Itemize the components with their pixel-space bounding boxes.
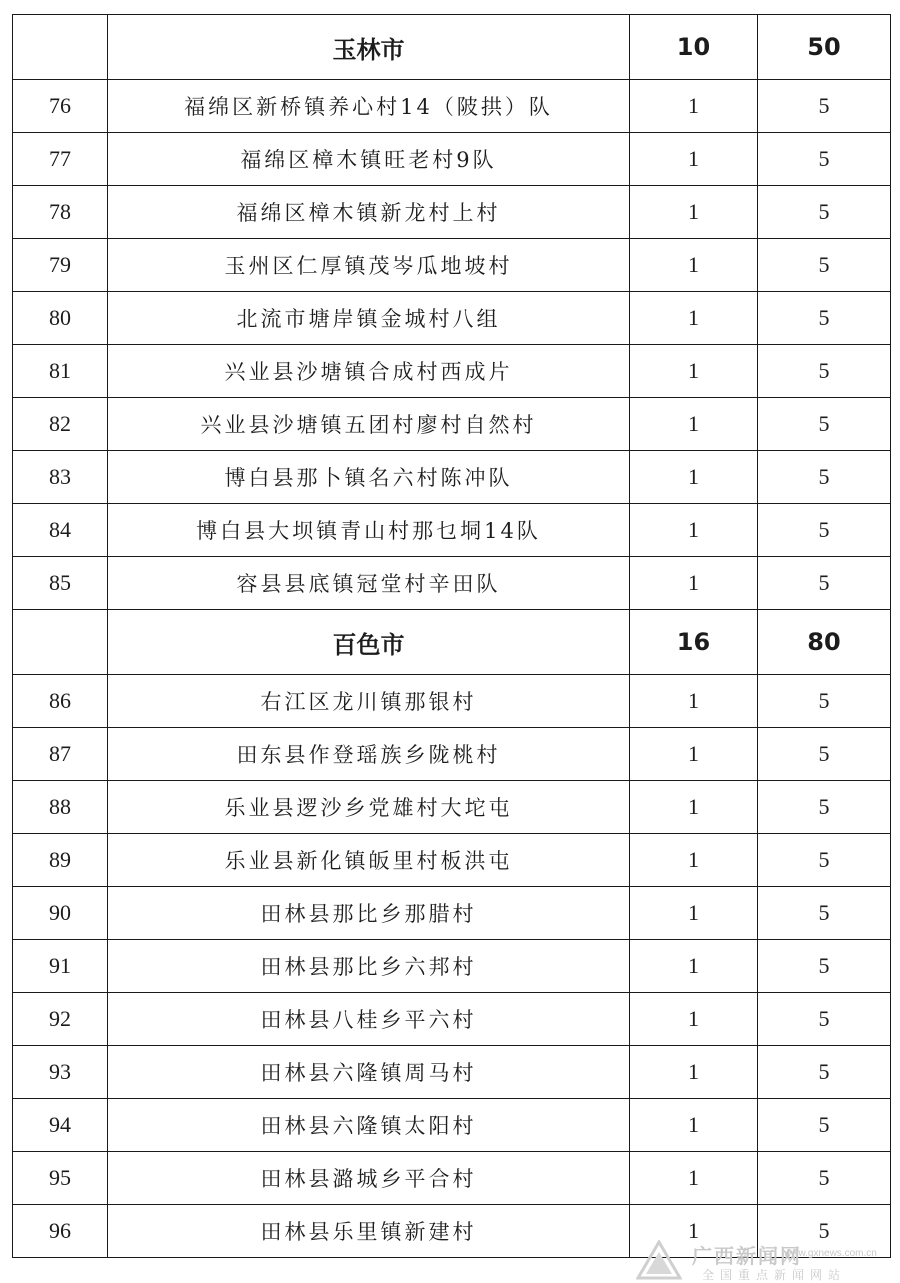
village-name-cell: 福绵区樟木镇旺老村9队 bbox=[108, 133, 630, 186]
village-name-cell: 乐业县新化镇皈里村板洪屯 bbox=[108, 834, 630, 887]
village-name-cell: 博白县大坝镇青山村那乜垌14队 bbox=[108, 504, 630, 557]
table-row bbox=[13, 451, 891, 504]
document-page bbox=[12, 14, 890, 1258]
count-cell: 1 bbox=[630, 80, 758, 133]
table-row bbox=[13, 993, 891, 1046]
row-number-cell: 79 bbox=[13, 239, 108, 292]
village-name-cell: 容县县底镇冠堂村辛田队 bbox=[108, 557, 630, 610]
village-name-cell: 田林县八桂乡平六村 bbox=[108, 993, 630, 1046]
row-number-cell: 82 bbox=[13, 398, 108, 451]
gxnews-logo-icon bbox=[636, 1240, 682, 1280]
village-name-cell: 田林县六隆镇太阳村 bbox=[108, 1099, 630, 1152]
count-cell: 1 bbox=[630, 292, 758, 345]
row-number-cell: 81 bbox=[13, 345, 108, 398]
village-name-cell: 乐业县逻沙乡党雄村大坨屯 bbox=[108, 781, 630, 834]
count-cell: 1 bbox=[630, 675, 758, 728]
count-cell: 1 bbox=[630, 398, 758, 451]
village-name-cell: 田林县那比乡那腊村 bbox=[108, 887, 630, 940]
watermark-site-name: 广西新闻网 bbox=[692, 1244, 802, 1268]
table-body bbox=[13, 15, 891, 1258]
amount-cell: 5 bbox=[758, 133, 891, 186]
village-name-cell: 兴业县沙塘镇五团村廖村自然村 bbox=[108, 398, 630, 451]
row-number-cell: 89 bbox=[13, 834, 108, 887]
table-row bbox=[13, 1099, 891, 1152]
group-total-cell: 50 bbox=[758, 15, 891, 80]
amount-cell: 5 bbox=[758, 728, 891, 781]
amount-cell: 5 bbox=[758, 887, 891, 940]
count-cell: 1 bbox=[630, 239, 758, 292]
watermark-url: www.gxnews.com.cn bbox=[784, 1248, 877, 1259]
village-name-cell: 田林县那比乡六邦村 bbox=[108, 940, 630, 993]
table-row bbox=[13, 728, 891, 781]
village-name-cell: 福绵区樟木镇新龙村上村 bbox=[108, 186, 630, 239]
table-row bbox=[13, 781, 891, 834]
count-cell: 1 bbox=[630, 834, 758, 887]
table-row bbox=[13, 504, 891, 557]
group-name-cell: 玉林市 bbox=[108, 15, 630, 80]
row-number-cell: 86 bbox=[13, 675, 108, 728]
table-row bbox=[13, 186, 891, 239]
count-cell: 1 bbox=[630, 557, 758, 610]
amount-cell: 5 bbox=[758, 292, 891, 345]
group-header-row bbox=[13, 610, 891, 675]
row-number-cell: 93 bbox=[13, 1046, 108, 1099]
amount-cell: 5 bbox=[758, 504, 891, 557]
village-name-cell: 福绵区新桥镇养心村14（陂拱）队 bbox=[108, 80, 630, 133]
row-number-cell: 91 bbox=[13, 940, 108, 993]
row-number-cell: 90 bbox=[13, 887, 108, 940]
village-name-cell: 博白县那卜镇名六村陈冲队 bbox=[108, 451, 630, 504]
row-number-cell: 96 bbox=[13, 1205, 108, 1258]
row-number-cell: 92 bbox=[13, 993, 108, 1046]
amount-cell: 5 bbox=[758, 345, 891, 398]
count-cell: 1 bbox=[630, 504, 758, 557]
group-total-cell: 80 bbox=[758, 610, 891, 675]
village-name-cell: 田东县作登瑶族乡陇桃村 bbox=[108, 728, 630, 781]
count-cell: 1 bbox=[630, 1099, 758, 1152]
count-cell: 1 bbox=[630, 728, 758, 781]
table-row bbox=[13, 133, 891, 186]
group-no-cell bbox=[13, 610, 108, 675]
group-name-cell: 百色市 bbox=[108, 610, 630, 675]
gxnews-watermark bbox=[636, 1236, 898, 1282]
count-cell: 1 bbox=[630, 887, 758, 940]
amount-cell: 5 bbox=[758, 675, 891, 728]
row-number-cell: 85 bbox=[13, 557, 108, 610]
village-name-cell: 北流市塘岸镇金城村八组 bbox=[108, 292, 630, 345]
amount-cell: 5 bbox=[758, 940, 891, 993]
amount-cell: 5 bbox=[758, 557, 891, 610]
village-name-cell: 兴业县沙塘镇合成村西成片 bbox=[108, 345, 630, 398]
group-count-cell: 16 bbox=[630, 610, 758, 675]
row-number-cell: 84 bbox=[13, 504, 108, 557]
village-name-cell: 右江区龙川镇那银村 bbox=[108, 675, 630, 728]
village-name-cell: 田林县乐里镇新建村 bbox=[108, 1205, 630, 1258]
count-cell: 1 bbox=[630, 345, 758, 398]
count-cell: 1 bbox=[630, 940, 758, 993]
row-number-cell: 94 bbox=[13, 1099, 108, 1152]
village-name-cell: 田林县六隆镇周马村 bbox=[108, 1046, 630, 1099]
table-row bbox=[13, 1152, 891, 1205]
amount-cell: 5 bbox=[758, 398, 891, 451]
village-name-cell: 玉州区仁厚镇茂岑瓜地坡村 bbox=[108, 239, 630, 292]
count-cell: 1 bbox=[630, 1152, 758, 1205]
amount-cell: 5 bbox=[758, 834, 891, 887]
row-number-cell: 87 bbox=[13, 728, 108, 781]
table-row bbox=[13, 398, 891, 451]
row-number-cell: 83 bbox=[13, 451, 108, 504]
table-row bbox=[13, 940, 891, 993]
table-row bbox=[13, 557, 891, 610]
count-cell: 1 bbox=[630, 993, 758, 1046]
row-number-cell: 77 bbox=[13, 133, 108, 186]
amount-cell: 5 bbox=[758, 781, 891, 834]
table-row bbox=[13, 834, 891, 887]
amount-cell: 5 bbox=[758, 80, 891, 133]
count-cell: 1 bbox=[630, 1205, 758, 1258]
count-cell: 1 bbox=[630, 451, 758, 504]
table-row bbox=[13, 345, 891, 398]
group-count-cell: 10 bbox=[630, 15, 758, 80]
table-row bbox=[13, 80, 891, 133]
table-row bbox=[13, 675, 891, 728]
group-header-row bbox=[13, 15, 891, 80]
amount-cell: 5 bbox=[758, 186, 891, 239]
row-number-cell: 80 bbox=[13, 292, 108, 345]
amount-cell: 5 bbox=[758, 1046, 891, 1099]
count-cell: 1 bbox=[630, 133, 758, 186]
village-allocation-table bbox=[12, 14, 891, 1258]
table-row bbox=[13, 1046, 891, 1099]
watermark-subtitle: 全国重点新闻网站 bbox=[702, 1268, 847, 1282]
table-row bbox=[13, 887, 891, 940]
row-number-cell: 78 bbox=[13, 186, 108, 239]
row-number-cell: 76 bbox=[13, 80, 108, 133]
group-no-cell bbox=[13, 15, 108, 80]
row-number-cell: 88 bbox=[13, 781, 108, 834]
row-number-cell: 95 bbox=[13, 1152, 108, 1205]
amount-cell: 5 bbox=[758, 1152, 891, 1205]
count-cell: 1 bbox=[630, 1046, 758, 1099]
amount-cell: 5 bbox=[758, 239, 891, 292]
table-row bbox=[13, 292, 891, 345]
count-cell: 1 bbox=[630, 781, 758, 834]
amount-cell: 5 bbox=[758, 451, 891, 504]
amount-cell: 5 bbox=[758, 993, 891, 1046]
count-cell: 1 bbox=[630, 186, 758, 239]
amount-cell: 5 bbox=[758, 1099, 891, 1152]
village-name-cell: 田林县潞城乡平合村 bbox=[108, 1152, 630, 1205]
amount-cell: 5 bbox=[758, 1205, 891, 1258]
table-row bbox=[13, 239, 891, 292]
